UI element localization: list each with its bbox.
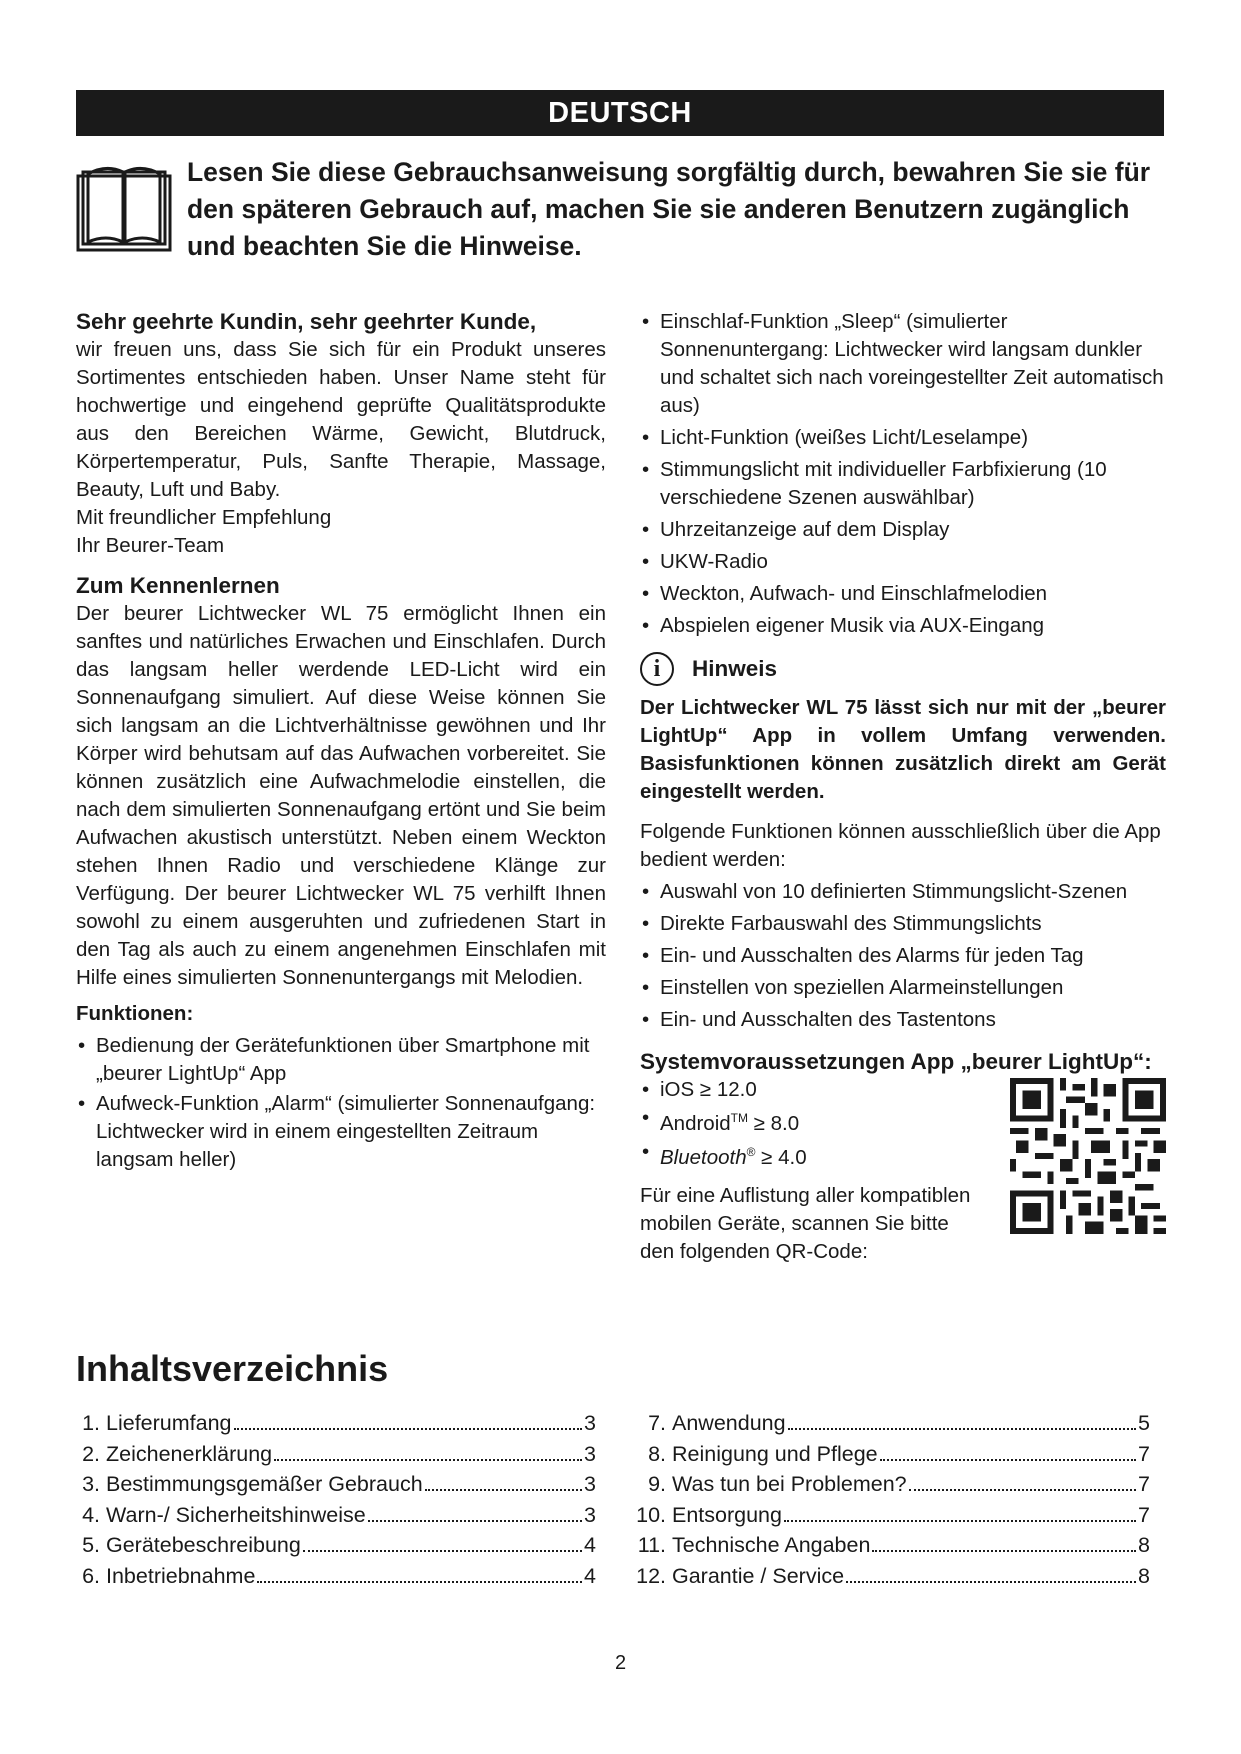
toc-label: Warn-/ Sicherheitshinweise <box>106 1502 366 1527</box>
toc-entry[interactable] <box>76 1469 596 1500</box>
toc-page: 3 <box>584 1502 596 1527</box>
toc-leader <box>274 1459 582 1461</box>
list-item: • Aufweck-Funktion „Alarm“ (simulierter Sonnenaufgang: Lichtwecker wird in einem eingestellten Zeitraum langsam heller) <box>76 1090 606 1174</box>
toc-entry[interactable] <box>630 1561 1150 1592</box>
toc-page: 3 <box>584 1441 596 1466</box>
toc-label: Gerätebeschreibung <box>106 1533 301 1557</box>
toc-number: 1. <box>82 1411 100 1435</box>
list-item: • Direkte Farbauswahl des Stimmungslichts <box>640 910 1166 938</box>
toc-label: Zeichenerklärung <box>106 1441 273 1466</box>
toc-entry[interactable] <box>630 1500 1150 1531</box>
requirements-heading: Systemvoraussetzungen App „beurer LightUp“: <box>640 1049 1152 1074</box>
toc-entry[interactable] <box>630 1439 1150 1470</box>
toc-page: 3 <box>584 1411 596 1435</box>
toc-leader <box>909 1489 1136 1491</box>
toc-number: 9. <box>648 1472 666 1496</box>
toc-label: Entsorgung <box>672 1502 782 1527</box>
book-icon <box>74 160 174 260</box>
toc-entry[interactable] <box>76 1530 596 1561</box>
toc-leader <box>234 1428 583 1430</box>
toc-leader <box>425 1489 582 1491</box>
app-only-list <box>640 878 1166 1034</box>
list-item: • Auswahl von 10 definierten Stimmungslicht-Szenen <box>640 878 1166 906</box>
note-title: Hinweis <box>692 656 778 681</box>
toc-label: Bestimmungsgemäßer Gebrauch <box>106 1472 423 1496</box>
toc-page: 8 <box>1138 1563 1150 1588</box>
list-item: • Bedienung der Gerätefunktionen über Smartphone mit „beurer LightUp“ App <box>76 1032 606 1088</box>
left-column <box>76 308 606 1174</box>
toc-label: Technische Angaben <box>672 1533 871 1557</box>
functions-list-right <box>640 308 1166 640</box>
language-header <box>76 90 1164 136</box>
toc-page: 8 <box>1138 1533 1150 1557</box>
toc-page: 7 <box>1138 1502 1150 1527</box>
language-label: DEUTSCH <box>548 96 692 129</box>
toc-leader <box>257 1581 582 1583</box>
list-item: • Weckton, Aufwach- und Einschlafmelodien <box>640 580 1166 608</box>
toc-label: Garantie / Service <box>672 1563 845 1588</box>
note-text: Der Lichtwecker WL 75 lässt sich nur mit der „beurer LightUp“ App in vollem Umfang verwenden. Basisfunktionen können zusätzlich direkt am Gerät eingestellt werden. <box>640 696 1166 803</box>
toc-leader <box>303 1550 582 1552</box>
intro-paragraph: Der beurer Lichtwecker WL 75 ermöglicht Ihnen ein sanftes und natürliches Erwachen und Einschlafen. Durch das langsam heller werdende LED-Licht wird ein Sonnenaufgang simuliert. Auf diese Weise können Sie sich langsam an die Lichtverhältnisse gewöhnen und Ihr Körper wird behutsam auf das Aufwachen vorbereitet. Sie können zusätzlich eine Aufwachmelodie einstellen, die nach dem simulierten Sonnenaufgang ertönt und Sie beim Aufwachen akustisch unterstützt. Neben einem Weckton stehen Ihnen Radio und verschiedene Klänge zur Verfügung. Der beurer Lichtwecker WL 75 verhilft Ihnen sowohl zu einem ausgeruhten und zufriedenen Start in den Tag als auch zu einem angenehmen Einschlafen mit Hilfe eines simulierten Sonnenuntergangs mit Melodien. <box>76 602 606 989</box>
greeting-text: wir freuen uns, dass Sie sich für ein Produkt unseres Sortimentes entschieden haben. Unser Name steht für hochwertige und eingehend geprüfte Qualitätsprodukte aus den Bereichen Wärme, Gewicht, Blutdruck, Körpertemperatur, Puls, Sanfte Therapie, Massage, Beauty, Luft und Baby. <box>76 338 606 501</box>
toc-number: 8. <box>648 1441 666 1466</box>
list-item: • Stimmungslicht mit individueller Farbfixierung (10 verschiedene Szenen auswählbar) <box>640 456 1166 512</box>
toc-page: 7 <box>1138 1472 1150 1496</box>
greeting-heading: Sehr geehrte Kundin, sehr geehrter Kunde, <box>76 309 537 334</box>
toc-leader <box>788 1428 1136 1430</box>
android-label: Android <box>660 1111 731 1135</box>
list-item: • Abspielen eigener Musik via AUX-Eingang <box>640 612 1166 640</box>
toc-title: Inhaltsverzeichnis <box>76 1348 389 1389</box>
toc-leader <box>880 1459 1136 1461</box>
bluetooth-label: Bluetooth <box>660 1145 747 1169</box>
list-item: • UKW-Radio <box>640 548 1166 576</box>
toc-page: 3 <box>584 1472 596 1496</box>
toc-label: Inbetriebnahme <box>106 1563 256 1588</box>
toc-number: 6. <box>82 1563 100 1588</box>
toc-entry[interactable] <box>630 1530 1150 1561</box>
toc-right-column <box>630 1408 1150 1591</box>
page-number: 2 <box>614 1652 627 1674</box>
toc-leader <box>872 1550 1136 1552</box>
android-version: ≥ 8.0 <box>748 1111 800 1135</box>
toc-entry[interactable] <box>630 1408 1150 1439</box>
toc-label: Reinigung und Pflege <box>672 1441 878 1466</box>
intro-heading: Zum Kennenlernen <box>76 573 280 598</box>
toc-leader <box>846 1581 1136 1583</box>
qr-instructions: Für eine Auflistung aller kompatiblen mobilen Geräte, scannen Sie bitte den folgenden QR-Code: <box>640 1183 971 1263</box>
toc-number: 5. <box>82 1533 100 1557</box>
functions-heading: Funktionen: <box>76 1002 194 1025</box>
list-item: • Licht-Funktion (weißes Licht/Leselampe) <box>640 424 1166 452</box>
functions-list-left <box>76 1032 606 1174</box>
toc-number: 7. <box>648 1411 666 1435</box>
regards-text: Mit freundlicher Empfehlung <box>76 506 332 529</box>
app-only-intro: Folgende Funktionen können ausschließlich über die App bedient werden: <box>640 820 1161 871</box>
list-item: • iOS ≥ 12.0 <box>640 1076 1166 1104</box>
list-item: • Uhrzeitanzeige auf dem Display <box>640 516 1166 544</box>
right-column <box>640 308 1166 1266</box>
list-item: • Einstellen von speziellen Alarmeinstellungen <box>640 974 1166 1002</box>
toc-label: Anwendung <box>672 1411 786 1435</box>
list-item: • Einschlaf-Funktion „Sleep“ (simulierter Sonnenuntergang: Lichtwecker wird langsam dunkler und schaltet sich nach voreingestellter Zeit automatisch aus) <box>640 308 1166 420</box>
system-requirements <box>640 1048 1166 1266</box>
toc-number: 3. <box>82 1472 100 1496</box>
list-item: • Ein- und Ausschalten des Tastentons <box>640 1006 1166 1034</box>
toc-label: Was tun bei Problemen? <box>672 1472 907 1496</box>
note-header <box>640 652 1166 686</box>
list-item: • Ein- und Ausschalten des Alarms für jeden Tag <box>640 942 1166 970</box>
toc-number: 10. <box>636 1502 666 1527</box>
toc-number: 12. <box>636 1563 666 1588</box>
toc-leader <box>368 1520 582 1522</box>
toc-entry[interactable] <box>76 1439 596 1470</box>
toc-page: 5 <box>1138 1411 1150 1435</box>
trademark-mark: TM <box>730 1111 748 1125</box>
toc-entry[interactable] <box>76 1408 596 1439</box>
team-text: Ihr Beurer-Team <box>76 534 225 557</box>
intro-text: Lesen Sie diese Gebrauchsanweisung sorgfältig durch, bewahren Sie sie für den späteren Gebrauch auf, machen Sie sie anderen Benutzern zugänglich und beachten Sie die Hinweise. <box>187 157 1151 261</box>
toc-number: 11. <box>637 1533 666 1557</box>
toc-left-column <box>76 1408 596 1591</box>
toc-leader <box>784 1520 1136 1522</box>
toc-entry[interactable] <box>76 1561 596 1592</box>
toc-page: 4 <box>584 1563 596 1588</box>
info-icon: i <box>640 652 674 686</box>
registered-mark: ® <box>746 1144 756 1159</box>
toc-label: Lieferumfang <box>106 1411 232 1435</box>
toc-page: 7 <box>1138 1441 1150 1466</box>
qr-code-icon <box>1010 1078 1166 1234</box>
bluetooth-version: ≥ 4.0 <box>755 1145 807 1169</box>
toc-entry[interactable] <box>630 1469 1150 1500</box>
toc-page: 4 <box>584 1533 596 1557</box>
toc-entry[interactable] <box>76 1500 596 1531</box>
toc-number: 4. <box>82 1502 100 1527</box>
toc-number: 2. <box>82 1441 100 1466</box>
